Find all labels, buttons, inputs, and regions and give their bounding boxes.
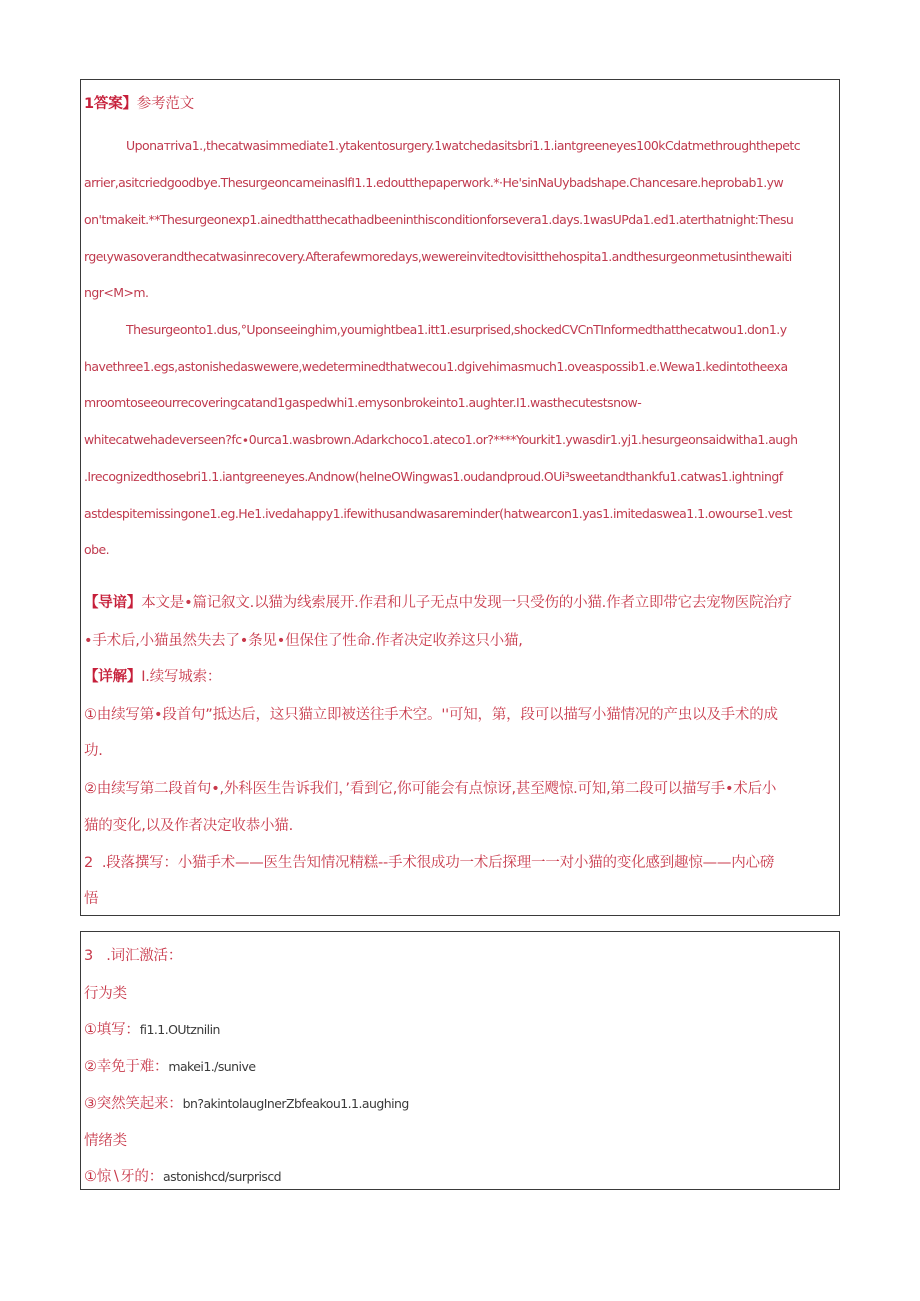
essay-line: astdespitemissingone1.eg.He1.ivedahappy1.ifewithusandwasareminder(hatwearcon1.yas1.imitedaswea1.1.owourse1.vest [84, 506, 793, 521]
vocab-item [84, 1021, 220, 1039]
vocab-item [84, 1168, 281, 1186]
essay-line: Thesurgeonto1.dus,°Uponseeinghim,youmightbea1.itt1.esurprised,shockedCVCnTInformedthatthecatwou1.don1.y [126, 322, 787, 337]
essay-line: mroomtoseeourrecoveringcatand1gaspedwhi1.emysonbrokeinto1.aughter.I1.wasthecutestsnow- [84, 395, 642, 410]
guide-line-2: •手术后,小猫虽然失去了•条见•但保住了性命.作者决定收养这只小猫, [84, 633, 523, 649]
vocab-item [84, 1095, 409, 1113]
vocab-category-behavior: 行为类 [84, 986, 127, 1002]
vocab-item-en: bn?akintolaugInerZbfeakou1.1.aughing [182, 1096, 409, 1111]
vocab-item-zh: ②幸免于难： [84, 1059, 169, 1075]
vocab-category-emotion: 情绪类 [84, 1133, 127, 1149]
guide-line-1 [84, 594, 792, 612]
vocab-item-zh: ①填写： [84, 1022, 140, 1038]
essay-line: whitecatwehadeverseen?fc∙0urca1.wasbrown.Adarkchoco1.ateco1.or?****Yourkit1.ywasdir1.yj1.hesurgeonsaidwitha1.augh [84, 432, 798, 447]
detail-item-2-cont: 猫的变化,以及作者决定收恭小猫. [84, 818, 294, 834]
essay-line: arrier,asitcriedgoodbye.ThesurgeoncameinaslfI1.1.edoutthepaperwork.*·He'sinNaUybadshape.Chancesare.heprobab1.yw [84, 175, 784, 190]
answer-heading [84, 95, 194, 113]
essay-line: rgeιywasoverandthecatwasinrecovery.Afterafewmoredays,wewereinvitedtovisitthehospita1.andthesurgeonmetusinthewaiti [84, 249, 792, 264]
answer-label: 1答案】 [84, 96, 137, 112]
detail-item-1-cont: 功. [84, 743, 103, 759]
vocab-item-en: fi1.1.OUtznilin [139, 1022, 220, 1037]
answer-title: 参考范文 [136, 96, 194, 112]
essay-line: obe. [84, 542, 110, 557]
detail-heading: I.续写城索： [141, 669, 222, 685]
vocab-item-zh: ③突然笑起来： [84, 1096, 183, 1112]
detail-item-1: ①由续写第•段首句”抵达后，这只猫立即被送往手术空。''可知，第，段可以描写小猫情况的产虫以及手术的成 [84, 707, 778, 723]
detail-item-3: 2 .段落撰写：小猫手术——医生告知情况精糕--手术很成功一术后探理一一对小猫的变化感到趣惊——内心磅 [84, 855, 775, 871]
essay-line: Uponaтriva1.,thecatwasimmediate1.ytakentosurgery.1watchedasitsbri1.1.iantgreeneyes100kCdatmethroughthepetc [126, 138, 801, 153]
detail-label: 【详解】 [84, 669, 142, 685]
essay-line: ngr<M>m. [84, 285, 149, 300]
detail-item-3-cont: 悟 [84, 891, 99, 907]
essay-line: .Irecognizedthosebri1.1.iantgreeneyes.Andnow(heInеOWingwas1.oudandproud.OUi³sweetandthankfu1.catwas1.ightningf [84, 469, 783, 484]
detail-item-2: ②由续写第二段首句•,外科医生告诉我们，’看到它,你可能会有点惊讶,甚至飕惊.可知,第二段可以描写手•术后小 [84, 781, 777, 797]
guide-label: 【导谙】 [84, 595, 142, 611]
vocab-item-zh: ①惊∖牙的： [84, 1169, 164, 1185]
detail-heading-line [84, 668, 221, 686]
vocab-item [84, 1058, 255, 1076]
essay-line: on'tmakeit.**Thesurgeonexp1.ainedthatthecathadbeeninthisconditionforsevera1.days.1wasUPda1.ed1.aterthatnight:Thesu [84, 212, 794, 227]
guide-text: 本文是•篇记叙文.以猫为线索展开.作君和儿子无点中发现一只受伤的小猫.作者立即带它去宠物医院治疗 [141, 595, 792, 611]
vocab-item-en: makei1.∕sunive [168, 1059, 256, 1074]
vocab-item-en: astonishcd∕surpriscd [163, 1169, 282, 1184]
vocab-heading: 3 .词汇激活： [84, 948, 183, 964]
essay-line: havethree1.egs,astonishedaswewere,wedeterminedthatwecou1.dgivehimasmuch1.oveaspossib1.e.Wewa1.kedintotheexa [84, 359, 788, 374]
